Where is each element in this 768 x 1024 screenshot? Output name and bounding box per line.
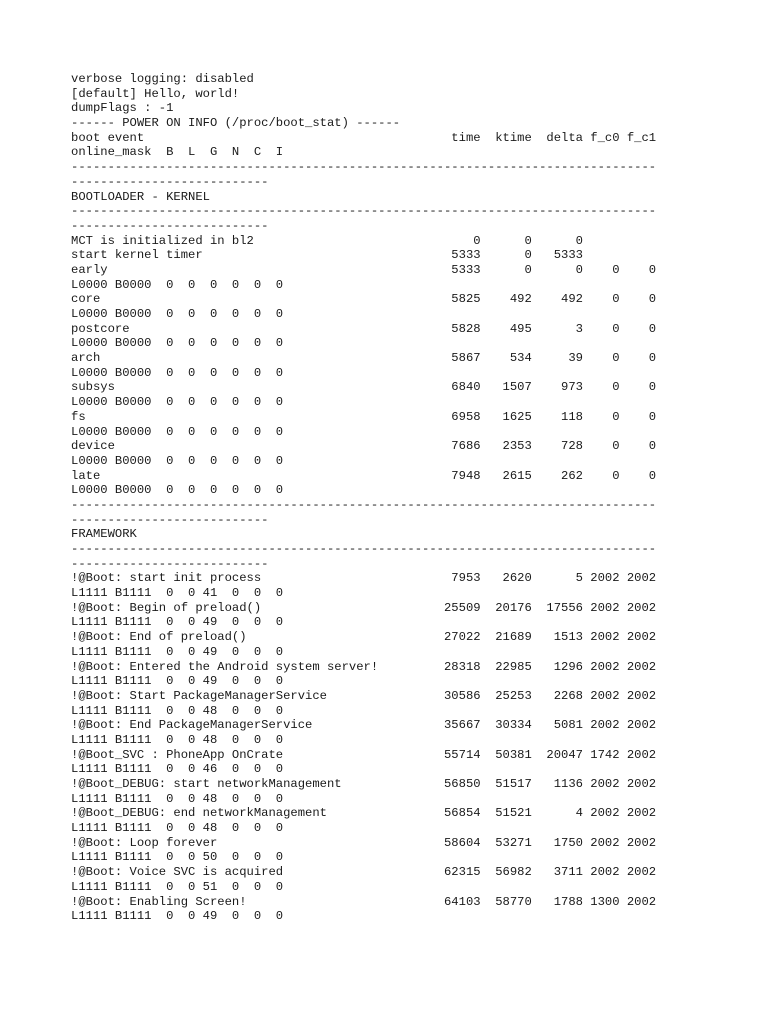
- log-line: L1111 B1111 0 0 46 0 0 0: [71, 762, 284, 777]
- log-line: boot event time ktime delta f_c0 f_c1: [71, 130, 657, 145]
- log-line: L1111 B1111 0 0 51 0 0 0: [71, 879, 284, 894]
- log-line: L1111 B1111 0 0 49 0 0 0: [71, 909, 284, 924]
- log-line: --------------------------------------------------------------------------------: [71, 160, 657, 175]
- log-line: !@Boot: Voice SVC is acquired 62315 56982 3711 2002 2002: [71, 865, 657, 880]
- log-line: !@Boot_DEBUG: end networkManagement 56854 51521 4 2002 2002: [71, 806, 657, 821]
- log-line: L0000 B0000 0 0 0 0 0 0: [71, 277, 284, 292]
- log-line: L0000 B0000 0 0 0 0 0 0: [71, 307, 284, 321]
- log-line: arch 5867 534 39 0 0: [71, 351, 657, 366]
- log-line: !@Boot_SVC : PhoneApp OnCrate 55714 50381 20047 1742 2002: [71, 747, 657, 762]
- log-line: !@Boot: End of preload() 27022 21689 1513 2002 2002: [71, 630, 657, 645]
- log-line: L0000 B0000 0 0 0 0 0 0: [71, 336, 284, 351]
- log-line: L1111 B1111 0 0 48 0 0 0: [71, 791, 284, 806]
- log-line: --------------------------------------------------------------------------------: [71, 542, 657, 556]
- log-line: !@Boot: start init process 7953 2620 5 2002 2002: [71, 571, 657, 586]
- log-line: L1111 B1111 0 0 48 0 0 0: [71, 821, 284, 836]
- log-line: !@Boot_DEBUG: start networkManagement 56850 51517 1136 2002 2002: [71, 777, 657, 791]
- log-line: ---------------------------: [71, 218, 269, 233]
- log-line: L0000 B0000 0 0 0 0 0 0: [71, 483, 284, 498]
- log-line: !@Boot: Enabling Screen! 64103 58770 1788 1300 2002: [71, 894, 657, 909]
- log-line: L1111 B1111 0 0 48 0 0 0: [71, 703, 284, 718]
- log-line: !@Boot: Start PackageManagerService 30586 25253 2268 2002 2002: [71, 688, 657, 703]
- log-line: core 5825 492 492 0 0: [71, 292, 657, 307]
- log-line: L1111 B1111 0 0 41 0 0 0: [71, 586, 284, 601]
- log-line: L0000 B0000 0 0 0 0 0 0: [71, 365, 284, 380]
- log-line: L1111 B1111 0 0 49 0 0 0: [71, 674, 284, 689]
- log-line: ------ POWER ON INFO (/proc/boot_stat) ------: [71, 116, 401, 131]
- log-line: FRAMEWORK: [71, 527, 137, 542]
- log-line: L0000 B0000 0 0 0 0 0 0: [71, 395, 284, 410]
- log-line: L0000 B0000 0 0 0 0 0 0: [71, 453, 284, 468]
- log-line: L1111 B1111 0 0 49 0 0 0: [71, 644, 284, 659]
- log-line: L1111 B1111 0 0 50 0 0 0: [71, 850, 284, 865]
- log-line: early 5333 0 0 0 0: [71, 262, 657, 277]
- log-line: verbose logging: disabled: [71, 72, 254, 86]
- log-line: postcore 5828 495 3 0 0: [71, 321, 657, 336]
- log-line: subsys 6840 1507 973 0 0: [71, 380, 657, 395]
- log-line: L0000 B0000 0 0 0 0 0 0: [71, 424, 284, 439]
- log-line: ---------------------------: [71, 512, 269, 527]
- log-line: online_mask B L G N C I: [71, 145, 284, 160]
- log-line: !@Boot: Begin of preload() 25509 20176 17556 2002 2002: [71, 600, 657, 615]
- log-line: --------------------------------------------------------------------------------: [71, 497, 657, 512]
- log-line: BOOTLOADER - KERNEL: [71, 189, 210, 204]
- log-line: !@Boot: Loop forever 58604 53271 1750 2002 2002: [71, 835, 657, 850]
- log-line: L1111 B1111 0 0 48 0 0 0: [71, 732, 284, 747]
- log-line: start kernel timer 5333 0 5333: [71, 248, 583, 263]
- log-line: [default] Hello, world!: [71, 86, 240, 101]
- log-line: L1111 B1111 0 0 49 0 0 0: [71, 615, 284, 630]
- log-line: --------------------------------------------------------------------------------: [71, 204, 657, 219]
- log-line: dumpFlags : -1: [71, 101, 174, 116]
- log-line: MCT is initialized in bl2 0 0 0: [71, 233, 583, 248]
- log-line: late 7948 2615 262 0 0: [71, 468, 657, 483]
- boot-stat-log: [71, 72, 656, 924]
- log-line: fs 6958 1625 118 0 0: [71, 409, 657, 424]
- log-line: ---------------------------: [71, 556, 269, 571]
- log-line: device 7686 2353 728 0 0: [71, 439, 657, 454]
- log-line: !@Boot: Entered the Android system server! 28318 22985 1296 2002 2002: [71, 659, 657, 674]
- log-line: !@Boot: End PackageManagerService 35667 30334 5081 2002 2002: [71, 718, 657, 733]
- log-line: ---------------------------: [71, 174, 269, 189]
